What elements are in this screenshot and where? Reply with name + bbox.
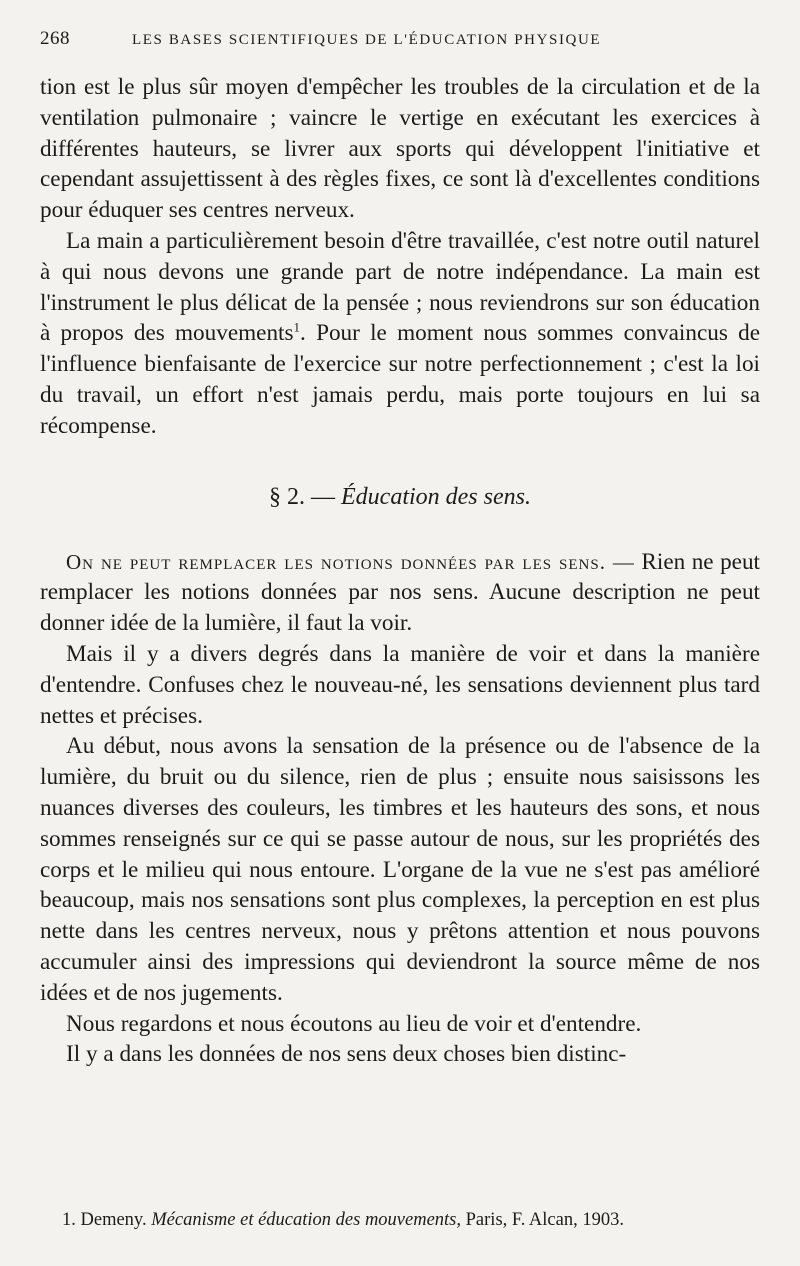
running-title: LES BASES SCIENTIFIQUES DE L'ÉDUCATION PHYSIQUE (132, 32, 602, 48)
paragraph-debut: Au début, nous avons la sensation de la présence ou de l'absence de la lumière, du bruit ou du silence, rien de plus ; ensuite nous saisissons les nuances diverses des couleurs, les timbres et les hauteurs des sons, et nous sommes renseignés sur ce qui se passe autour de nous, sur les propriétés des corps et le milieu qui nous entoure. L'organe de la vue ne s'est pas amélioré beaucoup, mais nos sensations sont plus complexes, la perception en est plus nette dans les centres nerveux, nous y prêtons attention et nous pouvons accumuler ainsi des impressions qui deviendront la source même de nos idées et de nos jugements. (40, 733, 760, 1006)
section-title: Éducation des sens. (341, 483, 531, 510)
footnote (62, 1208, 760, 1232)
paragraph-degrees: Mais il y a divers degrés dans la manière de voir et dans la manière d'entendre. Confuses chez le nouveau-né, les sensations deviennent plus tard nettes et précises. (40, 640, 760, 729)
footnote-number: 1. (62, 1210, 76, 1230)
section-number: § 2. — (269, 483, 335, 510)
body-text (40, 72, 760, 1070)
footnote-work: Mécanisme et éducation des mouvements, (151, 1210, 462, 1230)
paragraph-hand: La main a particulièrement besoin d'être travaillée, c'est notre outil naturel à qui nous devons une grande part de notre indépendance. La main est l'instrument le plus délicat de la pensée ; nous reviendrons sur son éducation à propos des mouvements$^1$. Pour le moment nous sommes convaincus de l'influence bienfaisante de l'exercice sur notre perfectionnement ; c'est la loi du travail, un effort n'est jamais perdu, mais porte toujours en lui sa récompense. (40, 227, 760, 439)
footnote-ref[interactable]: 1 (293, 319, 301, 335)
paragraph-hand-cont: Pour le moment nous sommes convaincus de l'influence bienfaisante de l'exercice sur notre perfectionnement ; c'est la loi du travail, un effort n'est jamais perdu, mais porte toujours en lui sa récompense. (40, 320, 760, 439)
section-heading (40, 484, 760, 511)
paragraph-regardons: Nous regardons et nous écoutons au lieu de voir et d'entendre. (66, 1010, 642, 1037)
footnote-author: Demeny. (80, 1210, 147, 1230)
paragraph-continuation: tion est le plus sûr moyen d'empêcher les troubles de la circulation et de la ventilation pulmonaire ; vaincre le vertige en exécutant les exercices à différentes hauteurs, se livrer aux sports qui développent l'initiative et cependant assujettissent à des règles fixes, ce sont là d'excellentes conditions pour éduquer ses centres nerveux. (40, 74, 760, 224)
running-head (40, 28, 760, 62)
paragraph-senses (40, 547, 760, 639)
footnote-publisher: Paris, F. Alcan, 1903. (465, 1210, 624, 1230)
paragraph-senses-text: Rien ne peut remplacer les notions données par nos sens. Aucune description ne peut donner idée de la lumière, il faut la voir. (40, 548, 760, 637)
lead-smallcaps: On ne peut remplacer les notions données par les sens. — (66, 549, 635, 574)
paragraph-hand-text: La main a particulièrement besoin d'être travaillée, c'est notre outil naturel à qui nous devons une grande part de notre indépendance. La main est l'instrument le plus délicat de la pensée ; nous reviendrons sur son éducation à propos des mouvements (40, 227, 760, 347)
paragraph-distinct: Il y a dans les données de nos sens deux choses bien distinc- (66, 1041, 627, 1068)
page-number: 268 (40, 28, 70, 49)
